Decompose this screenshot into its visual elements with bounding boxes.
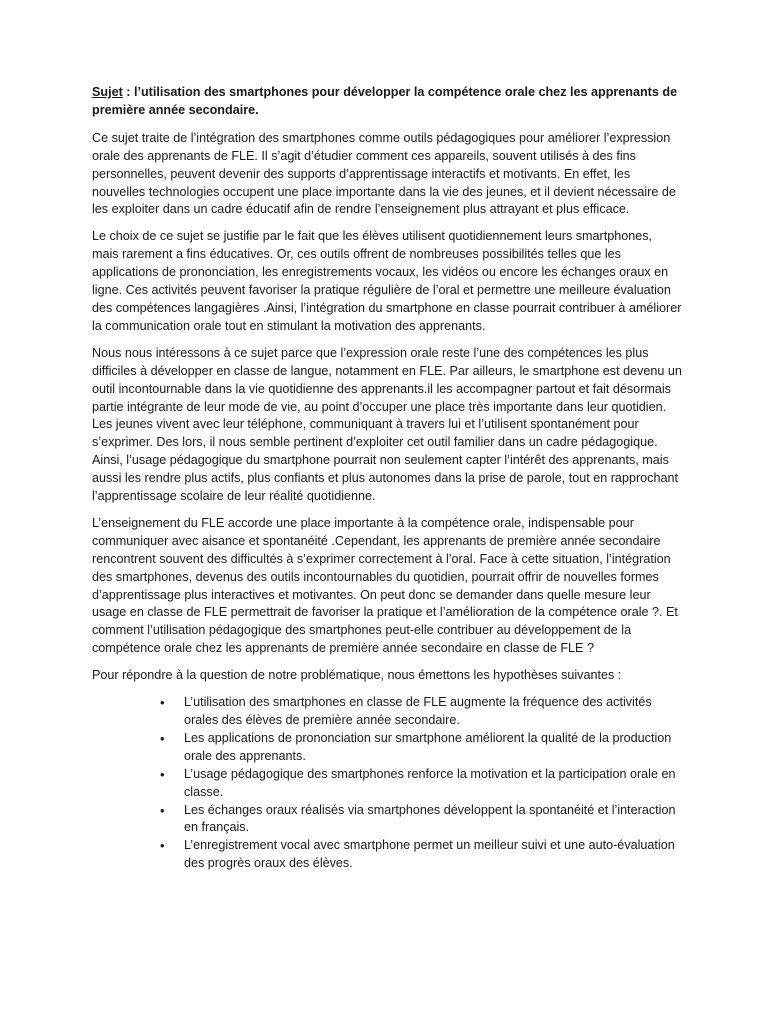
list-item — [160, 766, 682, 802]
bullet-icon: • — [160, 695, 165, 711]
document-page — [92, 84, 682, 873]
hypothesis-text: L’utilisation des smartphones en classe de FLE augmente la fréquence des activités orales des élèves de première année secondaire. — [184, 695, 652, 727]
list-item — [160, 837, 682, 873]
subject-heading — [92, 84, 682, 120]
list-item — [160, 730, 682, 766]
list-item — [160, 802, 682, 838]
bullet-icon: • — [160, 802, 165, 818]
subject-label: Sujet — [92, 85, 123, 99]
bullet-icon: • — [160, 766, 165, 782]
bullet-icon: • — [160, 730, 165, 746]
hypotheses-list — [92, 694, 682, 873]
paragraph-intro: Ce sujet traite de l’intégration des smartphones comme outils pédagogiques pour améliorer l’expression orale des apprenants de FLE. Il s’agit d’étudier comment ces appareils, souvent utilisés à des fins personnelles, peuvent devenir des supports d’apprentissage interactifs et motivants. En effet, les nouvelles technologies occupent une place importante dans la vie des jeunes, et il devient nécessaire de les exploiter dans un cadre éducatif afin de rendre l’enseignement plus attrayant et plus efficace. — [92, 130, 676, 217]
hypothesis-text: L’enregistrement vocal avec smartphone permet un meilleur suivi et une auto-évaluation des progrès oraux des élèves. — [184, 838, 675, 871]
hypothesis-text: L’usage pédagogique des smartphones renforce la motivation et la participation orale en classe. — [184, 766, 676, 799]
paragraph-problematique: L’enseignement du FLE accorde une place importante à la compétence orale, indispensable pour communiquer avec aisance et spontanéité .Cependant, les apprenants de première année secondaire rencontrent souvent des difficultés à s’exprimer correctement à l’oral. Face à cette situation, l’intégration des smartphones, devenus des outils incontournables du quotidien, pourrait offrir de nouvelles formes d’apprentissage plus interactives et motivantes. On peut donc se demander dans quelle mesure leur usage en classe de FLE permettrait de favoriser la pratique et l’amélioration de la compétence orale ?. Et comment l’utilisation pédagogique des smartphones peut-elle contribuer au développement de la compétence orale chez les apprenants de première année secondaire en classe de FLE ? — [92, 515, 678, 656]
hypothesis-text: Les applications de prononciation sur smartphone améliorent la qualité de la production orale des apprenants. — [184, 730, 672, 763]
paragraph-justification: Le choix de ce sujet se justifie par le fait que les élèves utilisent quotidiennement leurs smartphones, mais rarement a fins éducatives. Or, ces outils offrent de nombreuses possibilités telles que les applications de prononciation, les enregistrements vocaux, les vidéos ou encore les échanges oraux en ligne. Ces activités peuvent favoriser la pratique régulière de l’oral et permettre une meilleure évaluation des compétences langagières .Ainsi, l’intégration du smartphone en classe pourrait contribuer à améliorer la communication orale tout en stimulant la motivation des apprenants. — [92, 229, 682, 333]
paragraph-hypotheses-intro: Pour répondre à la question de notre problématique, nous émettons les hypothèses suivantes : — [92, 668, 622, 683]
subject-text: : l’utilisation des smartphones pour développer la compétence orale chez les apprenants de première année secondaire. — [92, 85, 678, 117]
list-item — [160, 694, 682, 730]
paragraph-motivation: Nous nous intéressons à ce sujet parce que l’expression orale reste l’une des compétences les plus difficiles à développer en classe de langue, notamment en FLE. Par ailleurs, le smartphone est devenu un outil incontournable dans la vie quotidienne des apprenants.il les accompagner partout et fait désormais partie intégrante de leur mode de vie, au point d’occuper une place très importante dans leur quotidien. Les jeunes vivent avec leur téléphone, communiquant à travers lui et l’utilisent spontanément pour s’exprimer. Des lors, il nous semble pertinent d’exploiter cet outil familier dans un cadre pédagogique. Ainsi, l’usage pédagogique du smartphone pourrait non seulement capter l’intérêt des apprenants, mais aussi les rendre plus actifs, plus confiants et plus autonomes dans la prise de parole, tout en rapprochant l’apprentissage scolaire de leur réalité quotidienne. — [92, 345, 682, 504]
hypothesis-text: Les échanges oraux réalisés via smartphones développent la spontanéité et l’interaction en français. — [184, 802, 676, 835]
bullet-icon: • — [160, 838, 165, 854]
